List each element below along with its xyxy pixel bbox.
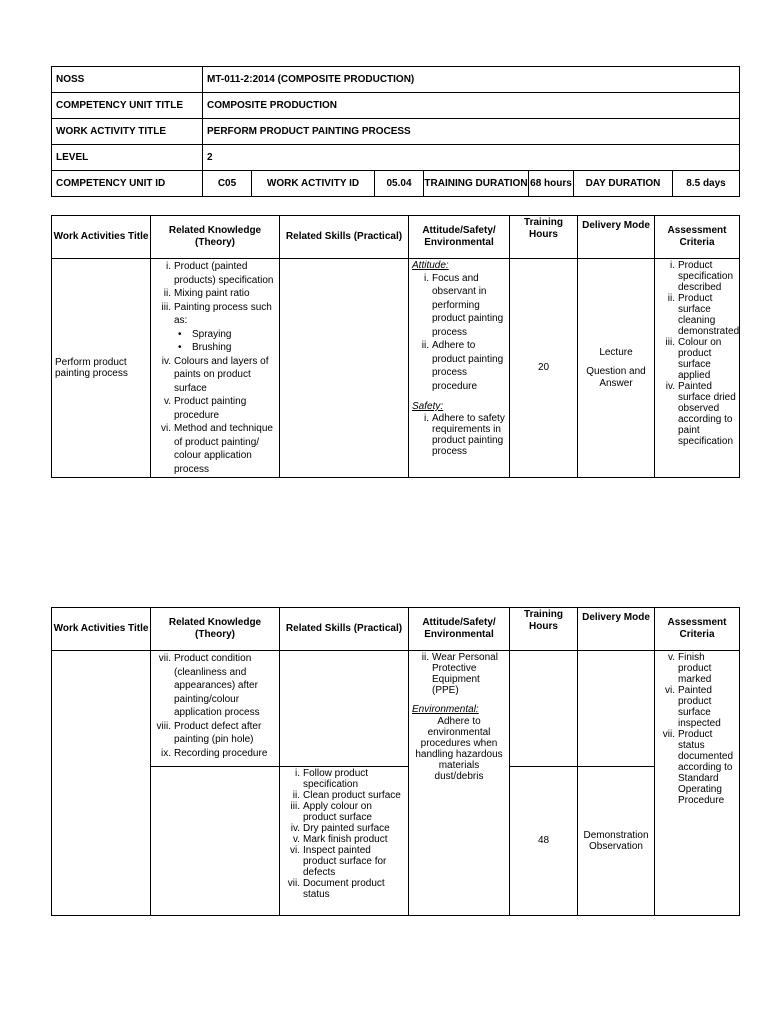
delivery-item: Question and Answer xyxy=(586,366,646,389)
table-header-row xyxy=(52,608,740,651)
list-item: vii. Product status documented according to Standard Operating Procedure xyxy=(662,729,734,806)
list-item: ii. Mixing paint ratio xyxy=(163,288,250,299)
table-row xyxy=(52,651,740,767)
list-item: v. Product painting procedure xyxy=(163,396,247,421)
list-item: i. Adhere to safety requirements in product painting process xyxy=(424,412,505,457)
list-item: iii. Painting process such as: • Spraying • Brushing xyxy=(154,301,276,355)
delivery-item: Lecture xyxy=(599,346,633,358)
day-duration-label: DAY DURATION xyxy=(574,171,673,197)
assessment-cell xyxy=(655,259,740,478)
assessment-cell xyxy=(655,651,740,916)
work-activity-title xyxy=(52,651,151,916)
list-item: vi. Painted product surface inspected xyxy=(665,685,721,729)
list-item: ix. Recording procedure xyxy=(161,747,268,759)
list-item: iv. Painted surface dried observed according to paint specification xyxy=(665,381,736,447)
skills-cell xyxy=(280,767,409,916)
col-header: Delivery Mode xyxy=(578,608,655,651)
col-header: Work Activities Title xyxy=(52,608,151,651)
list-item: iii. Apply colour on product surface xyxy=(290,801,372,823)
environmental-heading: Environmental: xyxy=(412,704,479,715)
list-item: ii. Product surface cleaning demonstrated xyxy=(667,293,740,337)
list-item: viii. Product defect after painting (pin hole) xyxy=(156,720,262,745)
cu-id-label: COMPETENCY UNIT ID xyxy=(52,171,203,197)
skills-cell xyxy=(280,259,409,478)
level-label: LEVEL xyxy=(52,145,203,171)
col-header: Related Skills (Practical) xyxy=(280,216,409,259)
col-header: Related Skills (Practical) xyxy=(280,608,409,651)
list-item: i. Focus and observant in performing product painting process xyxy=(424,272,504,338)
col-header: Related Knowledge (Theory) xyxy=(151,216,280,259)
col-header: Attitude/Safety/ Environmental xyxy=(409,216,510,259)
table-row xyxy=(52,259,740,478)
training-duration-value: 68 hours xyxy=(529,171,574,197)
list-item: vii. Document product status xyxy=(287,878,385,900)
cu-title-value: COMPOSITE PRODUCTION xyxy=(203,93,740,119)
col-header: Assessment Criteria xyxy=(655,608,740,651)
wa-id-label: WORK ACTIVITY ID xyxy=(252,171,375,197)
cu-id-value: C05 xyxy=(203,171,252,197)
table-row xyxy=(52,767,740,916)
list-item: i. Product (painted products) specification xyxy=(166,261,274,286)
attitude-heading: Attitude: xyxy=(412,260,449,271)
wa-id-value: 05.04 xyxy=(375,171,424,197)
bullet-item: • Spraying xyxy=(178,328,276,342)
environmental-text: Adhere to environmental procedures when handling hazardous materials dust/debris xyxy=(415,715,503,782)
delivery-mode xyxy=(578,767,655,916)
list-item: ii. Wear Personal Protective Equipment (PPE) xyxy=(421,652,498,696)
activity-table-2 xyxy=(51,607,740,916)
training-hours: 48 xyxy=(510,767,578,916)
knowledge-cell xyxy=(151,259,280,478)
noss-value: MT-011-2:2014 (COMPOSITE PRODUCTION) xyxy=(203,67,740,93)
col-header: Assessment Criteria xyxy=(655,216,740,259)
level-value: 2 xyxy=(203,145,740,171)
list-item: vii. Product condition (cleanliness and appearances) after painting/colour application process xyxy=(158,653,260,718)
knowledge-cell xyxy=(151,767,280,916)
col-header: Training Hours xyxy=(510,608,578,651)
noss-label: NOSS xyxy=(52,67,203,93)
wa-title-label: WORK ACTIVITY TITLE xyxy=(52,119,203,145)
list-item: ii. Clean product surface xyxy=(292,790,401,801)
col-header: Attitude/Safety/ Environmental xyxy=(409,608,510,651)
list-item: ii. Adhere to product painting process procedure xyxy=(421,340,504,392)
skills-cell xyxy=(280,651,409,767)
training-hours xyxy=(510,651,578,767)
delivery-mode xyxy=(578,651,655,767)
delivery-mode xyxy=(578,259,655,478)
col-header: Work Activities Title xyxy=(52,216,151,259)
list-item: i. Follow product specification xyxy=(295,768,369,790)
list-item: iv. Colours and layers of paints on product surface xyxy=(161,355,269,394)
training-duration-label: TRAINING DURATION xyxy=(424,171,529,197)
wa-title-value: PERFORM PRODUCT PAINTING PROCESS xyxy=(203,119,740,145)
work-activity-title: Perform product painting process xyxy=(52,259,151,478)
list-item: iii. Colour on product surface applied xyxy=(665,337,722,381)
list-item: i. Product specification described xyxy=(670,260,734,293)
list-item: v. Mark finish product xyxy=(292,834,388,845)
bullet-item: • Brushing xyxy=(178,341,276,355)
list-item: vi. Method and technique of product painting/ colour application process xyxy=(161,423,273,475)
knowledge-cell xyxy=(151,651,280,767)
delivery-item: Demonstration xyxy=(583,829,649,841)
delivery-item: Observation xyxy=(589,841,643,852)
attitude-cell xyxy=(409,651,510,916)
table-header-row xyxy=(52,216,740,259)
col-header: Related Knowledge (Theory) xyxy=(151,608,280,651)
list-item: vi. Inspect painted product surface for defects xyxy=(290,845,387,878)
list-item: v. Finish product marked xyxy=(667,652,712,685)
header-table xyxy=(51,66,740,197)
col-header: Delivery Mode xyxy=(578,216,655,259)
cu-title-label: COMPETENCY UNIT TITLE xyxy=(52,93,203,119)
activity-table-1 xyxy=(51,215,740,478)
day-duration-value: 8.5 days xyxy=(673,171,740,197)
training-hours: 20 xyxy=(510,259,578,478)
list-item: iv. Dry painted surface xyxy=(290,823,390,834)
safety-heading: Safety: xyxy=(412,401,444,412)
col-header: Training Hours xyxy=(510,216,578,259)
attitude-cell xyxy=(409,259,510,478)
